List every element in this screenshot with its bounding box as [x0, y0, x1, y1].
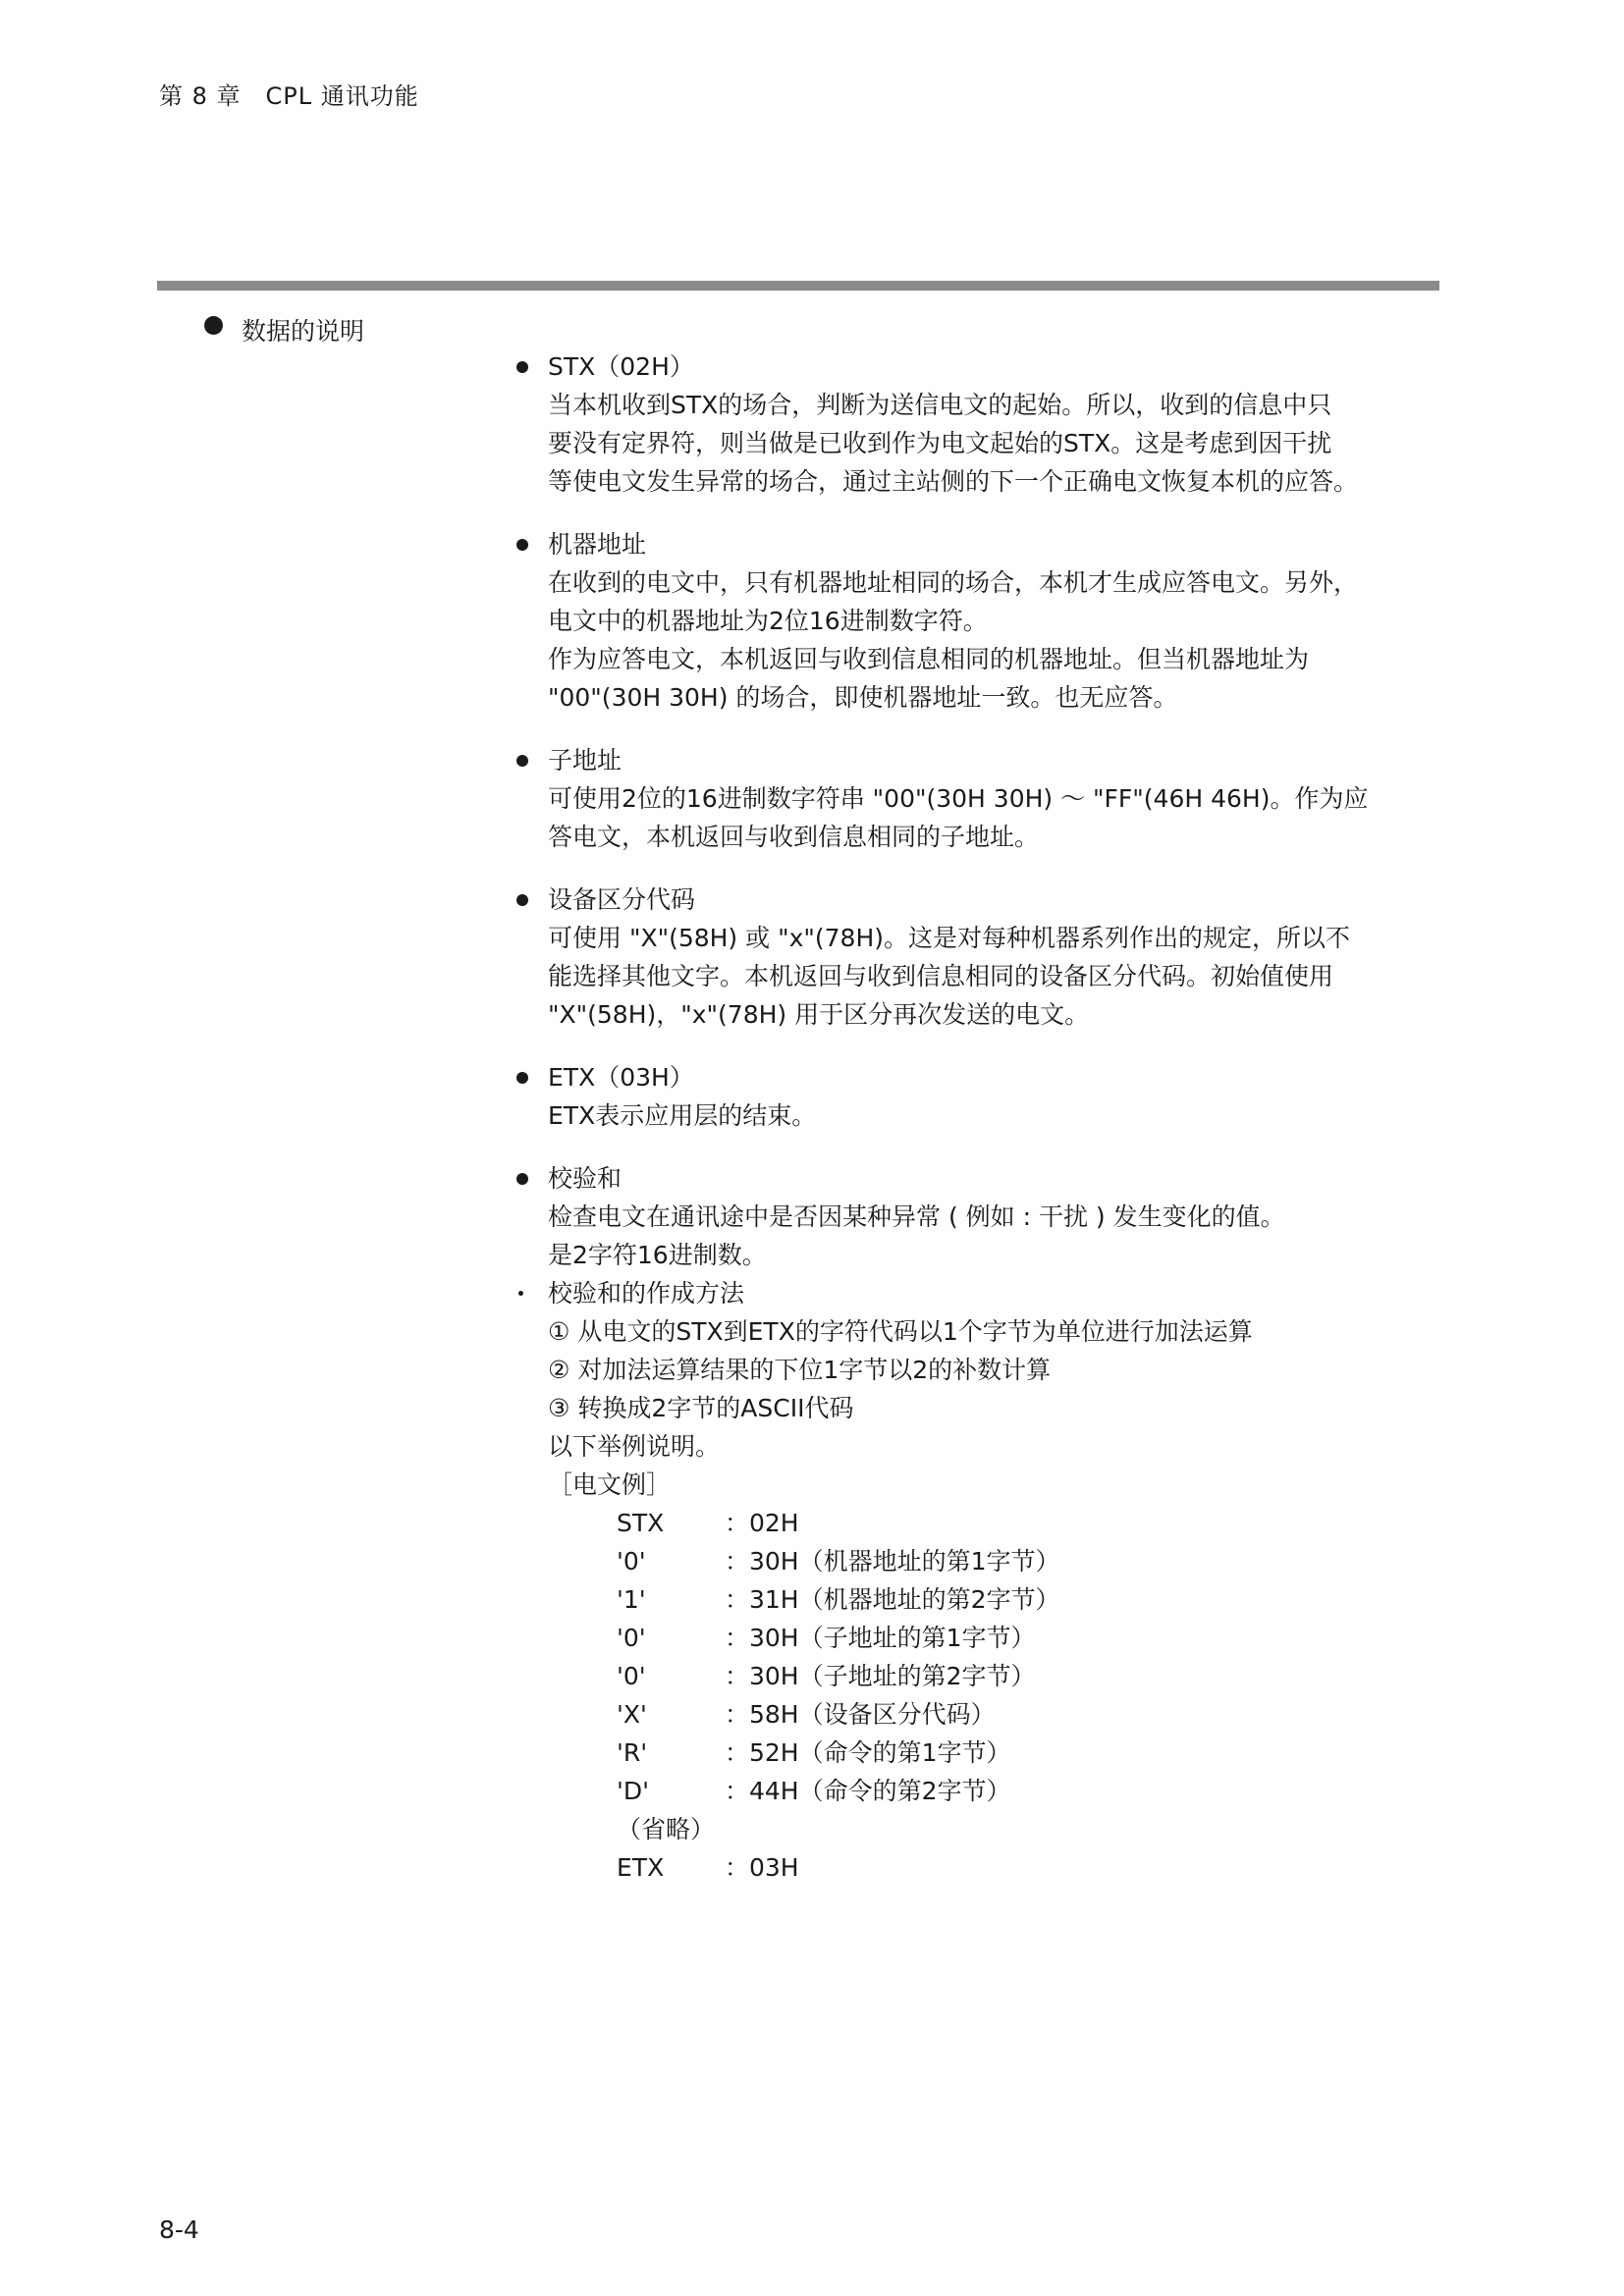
item-heading: 子地址: [548, 746, 623, 774]
example-row: [617, 1695, 1445, 1734]
example-value: ：58H（设备区分代码）: [725, 1700, 996, 1729]
item-text: 检查电文在通讯途中是否因某种异常 ( 例如 : 干扰 ) 发生变化的值。: [548, 1202, 1285, 1231]
example-value: ：30H（机器地址的第1字节）: [725, 1547, 1060, 1575]
item-text: 作为应答电文，本机返回与收到信息相同的机器地址。但当机器地址为: [548, 645, 1310, 673]
item-text: ETX表示应用层的结束。: [548, 1101, 817, 1130]
example-row: [617, 1619, 1445, 1657]
item-machine-address: [513, 525, 1445, 717]
item-text: 要没有定界符，则当做是已收到作为电文起始的STX。这是考虑到因干扰: [548, 429, 1332, 457]
example-key: '0': [617, 1547, 646, 1575]
example-key: '0': [617, 1624, 646, 1652]
item-stx: [513, 347, 1445, 501]
item-text: 能选择其他文字。本机返回与收到信息相同的设备区分代码。初始值使用: [548, 962, 1334, 990]
item-heading: 机器地址: [548, 530, 647, 559]
checksum-method: [513, 1274, 1445, 1466]
method-intro: 以下举例说明。: [548, 1432, 721, 1461]
example-key: STX: [617, 1509, 665, 1537]
section-title-text: 数据的说明: [242, 317, 365, 346]
item-heading: 校验和: [548, 1164, 623, 1193]
bullet-icon: [516, 361, 528, 373]
item-text: 可使用 "X"(58H) 或 "x"(78H)。这是对每种机器系列作出的规定，所以不: [548, 924, 1350, 952]
example-row: [617, 1542, 1445, 1580]
example-key: '0': [617, 1662, 646, 1690]
content-body: [513, 347, 1445, 1887]
example-value: ：44H（命令的第2字节）: [725, 1777, 1011, 1805]
item-text: "X"(58H)，"x"(78H) 用于区分再次发送的电文。: [548, 1000, 1090, 1029]
example-key: 'X': [617, 1700, 647, 1729]
example-row: [617, 1810, 1445, 1848]
example-key: 'R': [617, 1738, 648, 1767]
example-row: [617, 1504, 1445, 1542]
item-sub-address: [513, 741, 1445, 856]
item-text: 可使用2位的16进制数字符串 "00"(30H 30H) ～ "FF"(46H 46H)。作为应: [548, 784, 1369, 813]
example-row: [617, 1734, 1445, 1772]
bullet-icon: [516, 1173, 528, 1185]
item-text: 等使电文发生异常的场合，通过主站侧的下一个正确电文恢复本机的应答。: [548, 467, 1359, 496]
example-value: ：02H: [725, 1509, 799, 1537]
example-row: [617, 1657, 1445, 1695]
bullet-icon: [516, 1072, 528, 1084]
small-bullet-icon: [518, 1291, 523, 1296]
example-value: ：31H（机器地址的第2字节）: [725, 1585, 1060, 1614]
example-key: '1': [617, 1585, 646, 1614]
section-divider: [157, 281, 1439, 291]
method-step: ① 从电文的STX到ETX的字符代码以1个字节为单位进行加法运算: [548, 1317, 1253, 1346]
example-label: ［电文例］: [548, 1470, 672, 1499]
item-etx: [513, 1058, 1445, 1135]
example-value: ：30H（子地址的第2字节）: [725, 1662, 1036, 1690]
bullet-icon: [516, 539, 528, 551]
item-text: 电文中的机器地址为2位16进制数字符。: [548, 607, 988, 635]
item-heading: ETX（03H）: [548, 1063, 694, 1092]
example-row: [617, 1580, 1445, 1619]
example-value: ：52H（命令的第1字节）: [725, 1738, 1011, 1767]
item-heading: 设备区分代码: [548, 885, 696, 914]
example-row: [617, 1848, 1445, 1887]
section-title: [204, 312, 364, 347]
item-checksum: [513, 1159, 1445, 1274]
method-step: ② 对加法运算结果的下位1字节以2的补数计算: [548, 1356, 1052, 1384]
bullet-icon: [516, 894, 528, 906]
example-rows: [617, 1504, 1445, 1887]
item-text: 答电文，本机返回与收到信息相同的子地址。: [548, 823, 1040, 851]
bullet-icon: [516, 755, 528, 767]
example-key: 'D': [617, 1777, 649, 1805]
method-step: ③ 转换成2字节的ASCII代码: [548, 1394, 854, 1422]
item-text: 是2字符16进制数。: [548, 1241, 767, 1269]
example-key: ETX: [617, 1853, 665, 1882]
item-device-code: [513, 881, 1445, 1034]
example-row: [617, 1772, 1445, 1810]
item-text: 当本机收到STX的场合，判断为送信电文的起始。所以，收到的信息中只: [548, 391, 1332, 419]
telegram-example: [548, 1466, 1445, 1887]
item-text: 在收到的电文中，只有机器地址相同的场合，本机才生成应答电文。另外，: [548, 568, 1359, 597]
page-number: 8-4: [159, 2216, 199, 2244]
chapter-header: 第 8 章 CPL 通讯功能: [159, 82, 419, 110]
example-key: （省略）: [617, 1815, 716, 1843]
item-text: "00"(30H 30H) 的场合，即使机器地址一致。也无应答。: [548, 683, 1178, 712]
method-heading: 校验和的作成方法: [548, 1279, 745, 1308]
example-value: ：30H（子地址的第1字节）: [725, 1624, 1036, 1652]
example-value: ：03H: [725, 1853, 799, 1882]
item-heading: STX（02H）: [548, 352, 694, 381]
